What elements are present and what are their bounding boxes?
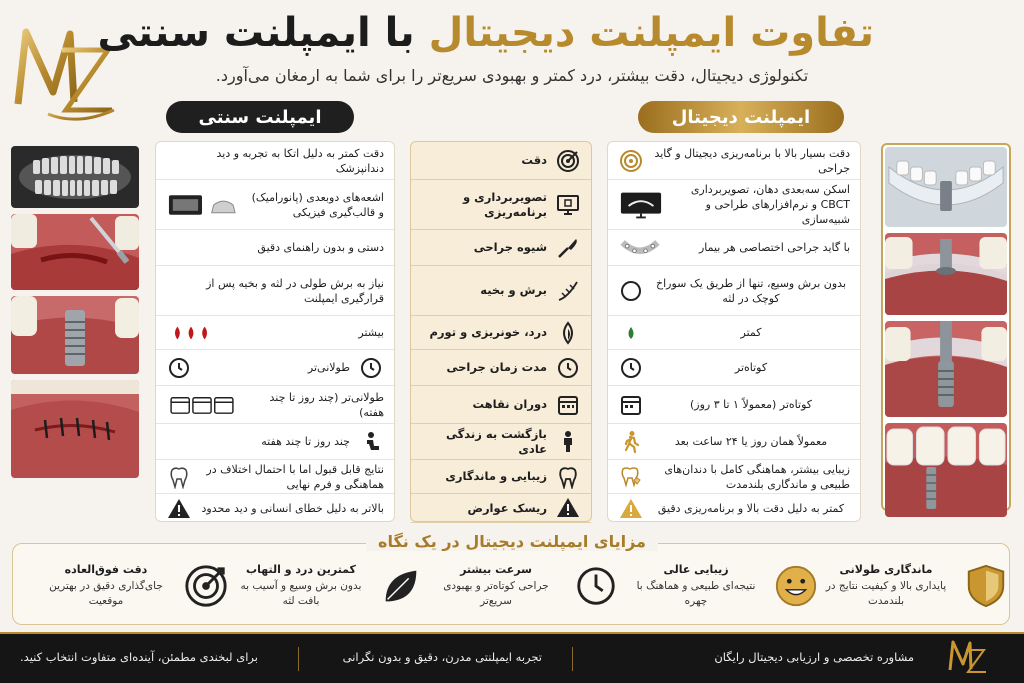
small-drop-icon — [618, 320, 644, 346]
footer-divider — [572, 647, 573, 671]
calendar-icon — [618, 392, 644, 418]
footer-bar — [0, 632, 1024, 683]
implant-in-gum-image — [11, 296, 139, 374]
digi-row-duration: کوتاه‌تر — [608, 350, 860, 386]
clock-icon — [618, 355, 644, 381]
calendar-icon — [555, 392, 581, 418]
advantage-precision: دقت فوق‌العاده جای‌گذاری دقیق در بهترین موقعیت — [40, 555, 230, 617]
digi-row-risk: کمتر به دلیل دقت بالا و برنامه‌ریزی دقیق — [608, 494, 860, 523]
cbct-monitor-icon — [618, 192, 664, 218]
circle-hole-icon — [618, 278, 644, 304]
criteria-column — [410, 141, 592, 522]
surgical-guide-image — [885, 147, 1007, 227]
footer-logo — [946, 636, 988, 678]
advantage-less-pain: کمترین درد و التهاب بدون برش وسیع و آسیب به بافت لثه — [235, 555, 425, 617]
digi-row-pain: کمتر — [608, 316, 860, 350]
criteria-risk: ریسک عوارض — [411, 494, 591, 523]
warning-icon — [555, 495, 581, 521]
clock-icon — [555, 355, 581, 381]
trad-row-incision: نیاز به برش طولی در لثه و بخیه پس از قرارگیری ایمپلنت — [156, 266, 394, 316]
warning-icon — [166, 496, 192, 522]
clock-icon — [358, 355, 384, 381]
digital-photos — [881, 143, 1011, 511]
advantage-beauty: زیبایی عالی نتیجه‌ای طبیعی و هماهنگ با چهره — [630, 555, 820, 617]
traditional-photos — [11, 146, 139, 484]
tooth-icon — [166, 464, 192, 490]
diamond-tooth-icon — [618, 464, 644, 490]
criteria-pain: درد، خونریزی و تورم — [411, 316, 591, 350]
page-subtitle: تکنولوژی دیجیتال، دقت بیشتر، درد کمتر و بهبودی سریع‌تر را برای شما به ارمغان می‌آورد. — [215, 66, 809, 85]
surgical-guide-icon — [618, 235, 662, 261]
smile-icon — [772, 562, 820, 610]
target-icon — [182, 562, 230, 610]
sitting-person-icon — [358, 429, 384, 455]
gum-sutures-image — [11, 380, 139, 478]
footer-tagline: برای لبخندی مطمئن، آینده‌ای متفاوت انتخاب کنید. — [20, 650, 258, 664]
scalpel-icon — [555, 235, 581, 261]
traditional-header: ایمپلنت سنتی — [166, 101, 354, 133]
trad-row-imaging: اشعه‌های دوبعدی (پانورامیک) و قالب‌گیری فیزیکی — [156, 180, 394, 230]
trad-row-pain: بیشتر — [156, 316, 394, 350]
page-title — [97, 8, 874, 58]
tooth-icon — [555, 464, 581, 490]
suture-icon — [555, 278, 581, 304]
calendars-icon — [166, 392, 238, 418]
digi-row-incision: بدون برش وسیع، تنها از طریق یک سوراخ کوچک در لثه — [608, 266, 860, 316]
final-crown-image — [885, 423, 1007, 517]
traditional-column — [155, 141, 395, 522]
person-icon — [555, 429, 581, 455]
criteria-accuracy: دقت — [411, 142, 591, 180]
trad-row-recovery: طولانی‌تر (چند روز تا چند هفته) — [156, 386, 394, 424]
gum-incision-image — [11, 214, 139, 290]
criteria-surgery: شیوه جراحی — [411, 230, 591, 266]
walking-icon — [618, 429, 644, 455]
digi-row-accuracy: دقت بسیار بالا با برنامه‌ریزی دیجیتال و گاید جراحی — [608, 142, 860, 180]
warning-icon — [618, 496, 644, 522]
footer-divider — [298, 647, 299, 671]
criteria-incision: برش و بخیه — [411, 266, 591, 316]
advantages-title: مزایای ایمپلنت دیجیتال در یک نگاه — [0, 532, 1024, 551]
footer-experience: تجربه ایمپلنتی مدرن، دقیق و بدون نگرانی — [342, 650, 542, 664]
digital-column — [607, 141, 861, 522]
drop-icon — [555, 320, 581, 346]
panoramic-xray-image — [11, 146, 139, 208]
leaf-icon — [377, 562, 425, 610]
xray-mold-icon — [166, 192, 238, 218]
title-highlight: تفاوت ایمپلنت دیجیتال — [428, 10, 874, 56]
monitor-scan-icon — [555, 192, 581, 218]
target-icon — [618, 148, 644, 174]
criteria-recovery: دوران نقاهت — [411, 386, 591, 424]
footer-consultation: مشاوره تخصصی و ارزیابی دیجیتال رایگان — [714, 650, 914, 664]
criteria-duration: مدت زمان جراحی — [411, 350, 591, 386]
guided-drilling-image — [885, 233, 1007, 315]
advantage-speed: سرعت بیشتر جراحی کوتاه‌تر و بهبودی سریع‌تر — [430, 555, 620, 617]
trad-row-surgery: دستی و بدون راهنمای دقیق — [156, 230, 394, 266]
blood-drops-icon — [166, 320, 216, 346]
digi-row-return: معمولاً همان روز یا ۲۴ ساعت بعد — [608, 424, 860, 460]
clock-icon — [166, 355, 192, 381]
target-icon — [555, 148, 581, 174]
trad-row-aesthetics: نتایج قابل قبول اما با احتمال اختلاف در هماهنگی و فرم نهایی — [156, 460, 394, 494]
trad-row-risk: بالاتر به دلیل خطای انسانی و دید محدود — [156, 494, 394, 523]
title-rest: با ایمپلنت سنتی — [97, 10, 415, 56]
digi-row-surgery: با گاید جراحی اختصاصی هر بیمار — [608, 230, 860, 266]
criteria-aesthetics: زیبایی و ماندگاری — [411, 460, 591, 494]
criteria-imaging: تصویربرداری و برنامه‌ریزی — [411, 180, 591, 230]
shield-icon — [962, 562, 1010, 610]
trad-row-duration: طولانی‌تر — [156, 350, 394, 386]
criteria-return: بازگشت به زندگی عادی — [411, 424, 591, 460]
digi-row-aesthetics: زیبایی بیشتر، هماهنگی کامل با دندان‌های طبیعی و ماندگاری بلندمدت — [608, 460, 860, 494]
digi-row-recovery: کوتاه‌تر (معمولاً ۱ تا ۳ روز) — [608, 386, 860, 424]
digi-row-imaging: اسکن سه‌بعدی دهان، تصویربرداری CBCT و نرم‌افزارهای طراحی و شبیه‌سازی — [608, 180, 860, 230]
clock-icon — [572, 562, 620, 610]
advantage-longevity: ماندگاری طولانی پایداری بالا و کیفیت نتایج در بلندمدت — [820, 555, 1010, 617]
implant-placement-image — [885, 321, 1007, 417]
trad-row-accuracy: دقت کمتر به دلیل اتکا به تجربه و دید دندانپزشک — [156, 142, 394, 180]
trad-row-return: چند روز تا چند هفته — [156, 424, 394, 460]
digital-header: ایمپلنت دیجیتال — [638, 101, 844, 133]
